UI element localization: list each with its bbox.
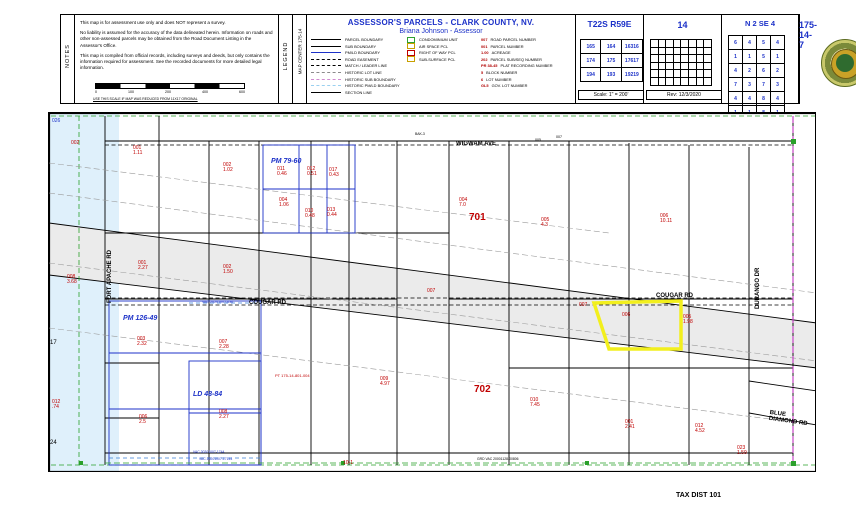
doc-label: VAC 20201007-636 [202,300,234,304]
section-grid-row [651,40,712,48]
parcel-number: 002 [223,264,232,270]
legend-line-swatch [311,92,341,93]
scale-bar-graphic [95,83,245,89]
assessor-name: Briana Johnson - Assessor [399,28,483,35]
parcel-acreage: 10.11 [660,218,673,225]
township-cell: 17617 [621,54,642,68]
edge-number: 005 [535,138,541,142]
section-number: 14 [677,20,688,30]
notes-label: NOTES [65,44,71,68]
parcel-number: 008 [67,274,76,280]
parcel-acreage: 7.0 [459,202,466,209]
legend-line-label: HISTORIC LOT LINE [345,69,382,75]
parcel-number: 010 [530,397,539,403]
road-label-cougar-rd-east: COUGAR RD [656,293,693,299]
section-grid-row [651,70,712,78]
parcel-number: 006 [660,213,669,219]
legend-line-label: HISTORIC SUB BOUNDARY [345,76,396,82]
scale-tick-3: 400 [202,90,208,94]
legend-code: 202 [481,56,488,62]
legend-line-item [311,44,407,49]
parcel-number: 013 [327,207,336,213]
township-range-label: T22S R59E [587,19,632,29]
legend-line-item [311,83,407,88]
parcel-acreage: .74 [52,404,59,411]
legend-swatch-item [407,50,481,55]
legend-line-swatch [311,85,341,86]
legend-line-swatch [311,39,341,40]
legend-grid [311,37,573,95]
township-grid [580,39,643,82]
legend-swatch-item [407,37,481,42]
legend-line-label: SECTION LINE [345,89,373,95]
legend-line-swatch [311,79,341,80]
township-cell: 165 [581,40,601,54]
air-space-parcel-swatch [407,43,415,49]
notes-label-column [61,15,75,103]
legend-code: 1.00 [481,50,489,56]
parcel-acreage: 0.46 [277,171,287,178]
legend-line-item [311,70,407,75]
legend-line-label: PM/LD BOUNDARY [345,50,380,56]
legend-swatch-label: SUB-SURFACE PCL [419,56,456,62]
scale-note: USE THIS SCALE IF MAP WAS REDUCED FROM 11X17 ORIGINAL [93,97,198,101]
doc-label: VAC 20201007-1744 [193,450,225,454]
road-label-fort-apache-rd: FORT APACHE RD [107,250,113,303]
legend-code-label: PLAT RECORDING NUMBER [500,63,553,69]
notes-box [75,15,279,103]
quadrant-label: N 2 SE 4 [744,19,775,28]
legend-line-swatch [311,72,341,73]
parcel-acreage: 2.28 [219,344,229,351]
parcel-acreage: 2.27 [138,265,148,272]
legend-code: 007 [481,37,488,42]
right-of-way-parcel-swatch [407,50,415,56]
parcel-group-701: 701 [469,212,486,223]
parcel-number: 003 [137,336,146,342]
section-grid-row [651,55,712,63]
legend-line-label: MATCH / LEADER LINE [345,63,388,69]
page-title: ASSESSOR'S PARCELS - CLARK COUNTY, NV. [347,18,535,27]
map-center-note: MAP CENTER 175-14 [297,28,303,75]
road-label-durango-dr: DURANGO DR [755,267,761,309]
parcel-acreage: 0.44 [327,212,337,219]
legend-code-item [481,44,573,49]
legend-line-swatch [311,52,341,53]
township-grid-row [581,68,643,82]
quadrant-row: 1 1 5 1 [729,50,785,64]
parcel-number: 017 [329,167,338,173]
township-grid-row [581,40,643,54]
pm-label-79-60: PM 79-60 [271,158,302,165]
legend-swatches-column [407,37,484,95]
parcel-number: 012 [307,166,316,172]
legend-code: 001 [481,43,488,49]
township-grid-row [581,54,643,68]
quadrant-row: 6 4 5 4 [729,36,785,50]
parcel-acreage: 4.3 [541,222,548,229]
scale-tick-0: 0 [95,90,97,94]
parcel-acreage: 4.97 [380,381,390,388]
scale-tick-1: 100 [128,90,134,94]
parcel-acreage: 2.32 [137,341,147,348]
legend-line-item [311,37,407,42]
legend-code-item [481,37,573,42]
township-cell: 174 [581,54,601,68]
legend-codes-column [481,37,573,95]
township-range-block [576,15,644,103]
parcel-number: 007 [579,302,588,308]
legend-line-item [311,90,407,95]
parcel-map-canvas[interactable] [48,112,816,472]
legend-code: 5 [481,69,484,75]
section-grid-row [651,77,712,85]
parcel-acreage: 4.52 [695,428,705,435]
legend-code-label: BLOCK NUMBER [486,69,518,75]
legend-lines-column [311,37,407,95]
parcel-number: 012 [695,423,704,429]
parcel-acreage: 2.27 [219,414,229,421]
edge-number: 002 [71,140,80,146]
parcel-number: 012 [52,399,61,405]
section-grid-row [651,62,712,70]
legend-code: 6 [481,76,484,82]
legend-code-item [481,70,573,75]
parcel-acreage: 1.02 [223,167,233,174]
parcel-number: 005 [683,314,692,320]
quadrant-row: 4 4 8 4 [729,92,785,106]
scale-tick-4: 600 [239,90,245,94]
condominium-unit-swatch [407,37,415,43]
edge-number: 24 [50,440,57,446]
note-1: This map is for assessment use only and does NOT represent a survey. [80,20,226,25]
title-block: NOTES This map is for assessment use only and does NOT represent a survey. No liability is assumed for the accuracy of the data delineated herein. Information on roads and other non-assessed parcels may be obtained from the Road Document Listing in the Assessor's Office. This map is compiled from official records, including surveys and deeds, but only contains the information required for assessment. See the recorded documents for more detailed legal information. 0 100 200 400 600 USE THIS SCALE IF MAP WAS REDUCED FROM 11X17 ORIGINAL LEGEND MAP CENTER 175-14 ASSESSOR'S PARCELS - CLARK COUNTY, NV. Briana Johnson - Assessor PARCEL BOUNDARY SUB BOUNDARY PM/LD BOUNDARY ROAD EASEMENT MATCH / LEADER LINE HISTORIC LOT LINE HISTORIC SUB BOUNDARY HISTORIC PM/LD BOUNDARY SECTION LINE CONDOMINIUM UNIT AIR SPACE PCL RIGHT OF WAY PCL SUB-SURFACE PCL 007 ROAD PARCEL NUMBER 001 PARCEL NUMBER 1.00 ACREAGE 202 PARCEL SUB/SEQ NUMBER PR 38-45 PLAT RECORDING NUMBER 5 BLOCK NUMBER 6 LOT NUMBER GL5 GOV. LOT NUMBER T22S R59E 165 164 16316 174 175 17617 194 193 19219 Scale: 1" = 200' 14 Rev: 12/3/2020 N 2 SE 4 6 4 5 4 1 1 5 1 4 2 6 2 7 3 7 3 4 4 8 4 175-14-7 [60,14,800,104]
quadrant-block [722,15,799,103]
parcel-acreage: 1.59 [737,450,747,457]
legend-code-label: LOT NUMBER [486,76,512,82]
doc-label: VAC 20201007-17144 [199,457,233,461]
edge-number: 026 [52,118,61,124]
township-cell: 19219 [621,68,642,82]
edge-number: 17 [50,340,57,346]
parcel-number: 004 [459,197,468,203]
parcel-acreage: 1.06 [279,202,289,209]
legend-line-item [311,63,407,68]
parcel-group-702: 702 [474,384,491,395]
scale-bar [95,83,245,94]
parcel-number: 010 [305,208,314,214]
county-seal-icon [821,39,856,87]
legend-label: LEGEND [283,41,289,71]
tax-district-label: TAX DIST 101 [676,492,721,499]
township-cell: 194 [581,68,601,82]
legend-swatch-label: RIGHT OF WAY PCL [419,50,456,56]
legend-line-label: SUB BOUNDARY [345,43,377,49]
edge-number: BAK-3 [415,132,425,136]
legend-code: GL5 [481,83,489,89]
sub-surface-parcel-swatch [407,56,415,62]
parcel-number: 006 [139,414,148,420]
legend-line-swatch [311,46,341,47]
ld-label-48-84: LD 48-84 [193,391,223,398]
quadrant-row: 4 2 6 2 [729,64,785,78]
legend-code-item [481,57,573,62]
legend-line-label: HISTORIC PM/LD BOUNDARY [345,83,400,89]
parcel-number: 004 [279,197,288,203]
scale-text: Scale: 1" = 200' [578,90,644,100]
pm-label-126-49: PM 126-49 [123,315,158,322]
legend-code-item [481,50,573,55]
note-3: This map is compiled from official records, including surveys and deeds, but only contains the information required for assessment. See the recorded documents for more detailed legal information. [80,52,270,71]
parcel-number: 009 [380,376,389,382]
township-cell: 193 [601,68,621,82]
legend-code-label: GOV. LOT NUMBER [491,83,528,89]
legend-code-label: ROAD PARCEL NUMBER [490,37,536,42]
legend-line-item [311,50,407,55]
parcel-number: 008 [219,409,228,415]
road-label-blue-diamond-rd: BLUE DIAMOND RD [768,409,808,428]
legend-line-label: ROAD EASEMENT [345,56,379,62]
section-block [644,15,722,103]
quadrant-grid [728,35,785,120]
parcel-number: 005 [541,217,550,223]
legend-code-label: PARCEL NUMBER [490,43,524,49]
legend-line-item [311,57,407,62]
legend-code-label: ACREAGE [491,50,511,56]
legend-code-item [481,83,573,88]
parcel-number: 001 [138,260,147,266]
header-block [307,15,576,103]
parcel-acreage: 2.41 [625,424,635,431]
doc-label: GRD VAC 20001128-00806 [477,457,519,461]
edge-number: 007 [556,135,562,139]
parcel-acreage: 0.48 [305,213,315,220]
parcel-acreage: 1.50 [223,269,233,276]
legend-swatch-label: CONDOMINIUM UNIT [419,37,458,42]
scale-bar-ticks [95,90,245,94]
section-grid [650,39,712,86]
parcel-acreage: 1.11 [133,150,143,157]
parcel-acreage: 0.51 [307,171,317,178]
township-cell: 164 [601,40,621,54]
legend-swatch-label: AIR SPACE PCL [419,43,449,49]
revision-date: Rev: 12/3/2020 [646,90,722,100]
road-label-wigwam-ave: WIGWAM AVE [456,141,496,147]
quadrant-row: 7 3 7 3 [729,78,785,92]
legend-swatch-item [407,44,481,49]
parcel-number: 007 [219,339,228,345]
legend-line-item [311,77,407,82]
township-cell: 175 [601,54,621,68]
legend-code-item [481,77,573,82]
note-2: No liability is assumed for the accuracy of the data delineated herein. Information on roads and other non-assessed parcels may be obtained from the Road Document Listing in the Assessor's Office. [80,30,273,48]
legend-line-label: PARCEL BOUNDARY [345,37,384,42]
doc-label: PT 175-14-801-004 [275,373,310,378]
parcel-acreage: 3.68 [67,279,77,286]
map-center-column [293,15,307,103]
parcel-acreage: 2.5 [139,419,146,426]
legend-code-item [481,63,573,68]
scale-tick-2: 200 [165,90,171,94]
parcel-number: 002 [223,162,232,168]
parcel-acreage: 7.45 [530,402,540,409]
edge-number: 10-1 [343,460,354,466]
legend-swatch-item [407,57,481,62]
parcel-number: 006 [622,312,631,318]
parcel-number: 001 [133,145,142,151]
legend-label-column [279,15,293,103]
parcel-acreage: 0.43 [329,172,339,179]
parcel-number: 023 [737,445,746,451]
parcel-number: 011 [277,166,285,172]
parcel-number: 001 [625,419,634,425]
road-label-cougar-rd-west: COUGAR RD [249,300,286,306]
legend-code-label: PARCEL SUB/SEQ NUMBER [490,56,542,62]
parcel-number: 007 [427,288,436,294]
legend-line-swatch [311,65,341,66]
legend-code: PR 38-45 [481,63,498,69]
legend-line-swatch [311,59,341,60]
township-cell: 16316 [621,40,642,54]
section-grid-row [651,47,712,55]
parcel-acreage: 1.98 [683,319,693,326]
